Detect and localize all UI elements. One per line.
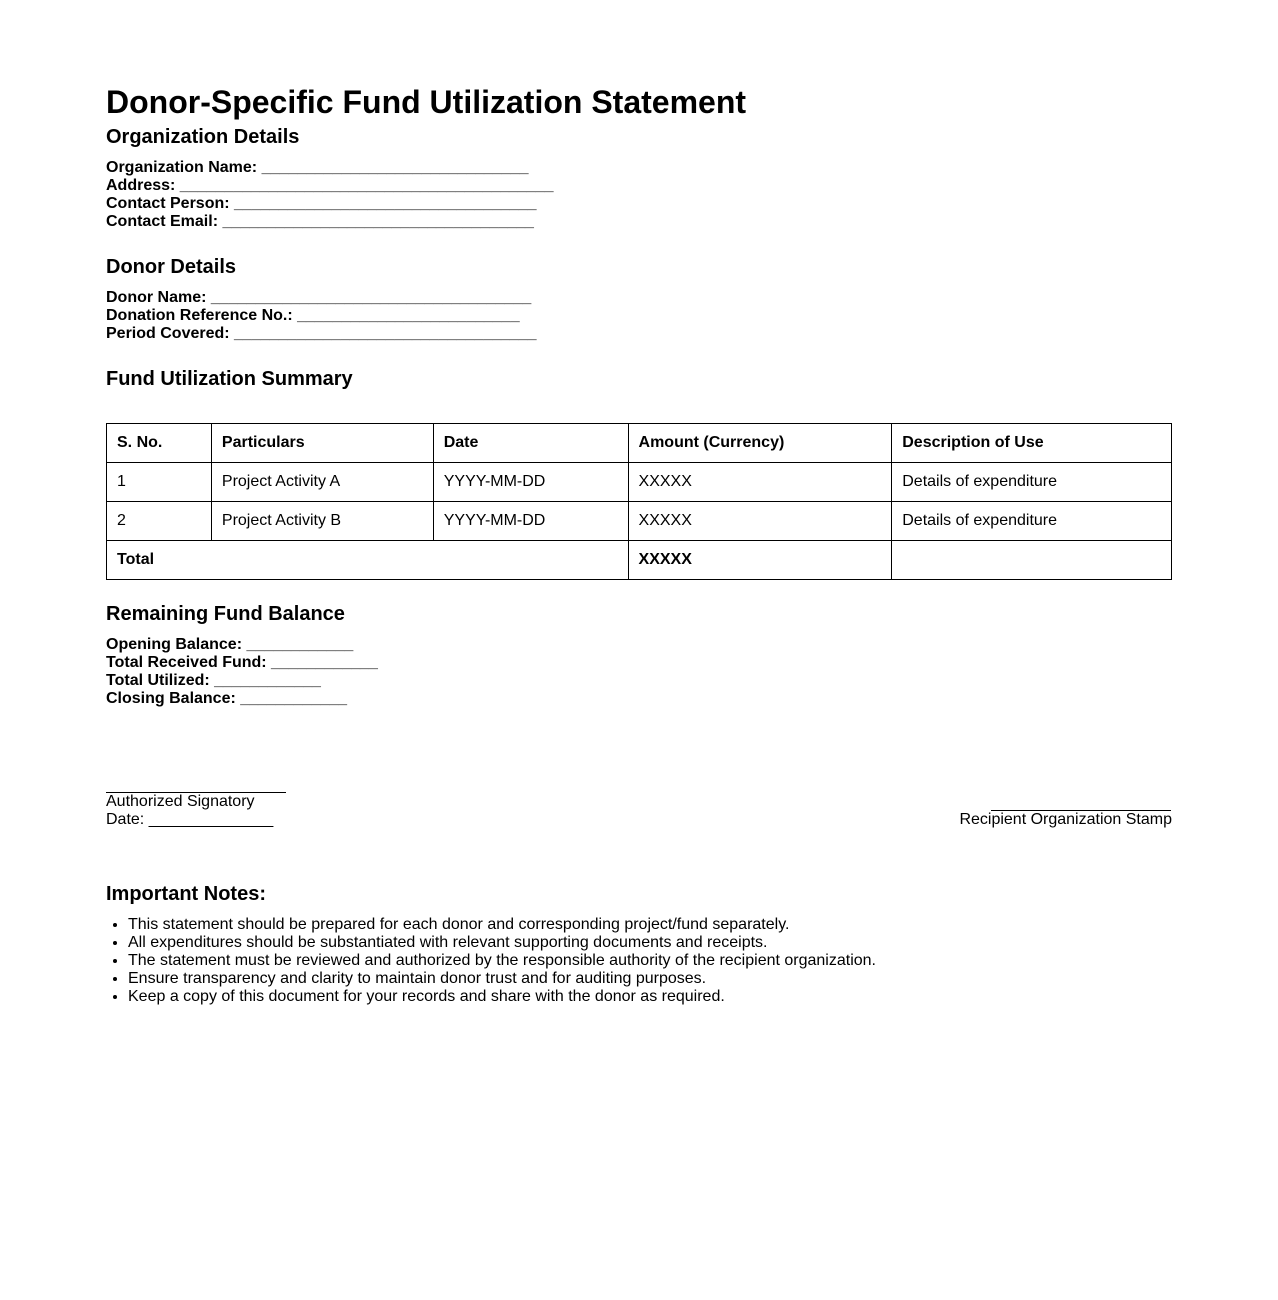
opening-balance-field: Opening Balance: ____________ — [106, 636, 354, 653]
table-cell-empty — [892, 541, 1172, 580]
list-item: • The statement must be reviewed and authorized by the responsible authority of the recipient organization. — [128, 952, 1172, 970]
important-notes-heading: Important Notes: — [106, 883, 266, 905]
stamp-block — [959, 810, 1172, 829]
column-header: Date — [433, 424, 628, 463]
recipient-stamp-label: Recipient Organization Stamp — [959, 811, 1172, 828]
closing-balance-field: Closing Balance: ____________ — [106, 690, 348, 707]
list-item: • Keep a copy of this document for your records and share with the donor as required. — [128, 988, 1172, 1006]
table-cell: Project Activity B — [211, 502, 433, 541]
table-cell: XXXXX — [628, 463, 892, 502]
total-utilized-field: Total Utilized: ____________ — [106, 672, 321, 689]
column-header: Description of Use — [892, 424, 1172, 463]
table-row — [107, 502, 1172, 541]
table-cell: YYYY-MM-DD — [433, 463, 628, 502]
contact-person-field: Contact Person: __________________________________ — [106, 195, 537, 212]
total-received-field: Total Received Fund: ____________ — [106, 654, 378, 671]
fund-utilization-table — [106, 423, 1172, 580]
table-cell: XXXXX — [628, 502, 892, 541]
table-cell: Project Activity A — [211, 463, 433, 502]
authorized-signatory-block — [106, 792, 286, 829]
contact-email-field: Contact Email: ___________________________________ — [106, 213, 534, 230]
authorized-signatory-label: Authorized Signatory — [106, 793, 255, 810]
remaining-balance-heading: Remaining Fund Balance — [106, 603, 345, 625]
column-header: Amount (Currency) — [628, 424, 892, 463]
table-row — [107, 463, 1172, 502]
table-cell: YYYY-MM-DD — [433, 502, 628, 541]
fund-utilization-section — [106, 367, 1172, 580]
list-item: • Ensure transparency and clarity to maintain donor trust and for auditing purposes. — [128, 970, 1172, 988]
table-total-row — [107, 541, 1172, 580]
column-header: S. No. — [107, 424, 212, 463]
important-notes-section — [106, 882, 1172, 1006]
total-label: Total — [107, 541, 629, 580]
total-amount: XXXXX — [628, 541, 892, 580]
organization-fields — [106, 159, 1172, 231]
table-cell: Details of expenditure — [892, 463, 1172, 502]
table-cell: Details of expenditure — [892, 502, 1172, 541]
table-cell: 1 — [107, 463, 212, 502]
list-item: • This statement should be prepared for each donor and corresponding project/fund separately. — [128, 916, 1172, 934]
list-item: • All expenditures should be substantiated with relevant supporting documents and receipts. — [128, 934, 1172, 952]
notes-list — [106, 916, 1172, 1006]
remaining-balance-section — [106, 602, 1172, 708]
donor-details-section — [106, 255, 1172, 343]
donor-fields — [106, 289, 1172, 343]
table-header-row — [107, 424, 1172, 463]
address-field: Address: __________________________________________ — [106, 177, 554, 194]
donation-reference-field: Donation Reference No.: _________________________ — [106, 307, 520, 324]
signatory-date-field: Date: ______________ — [106, 811, 274, 828]
organization-name-field: Organization Name: ______________________________ — [106, 159, 529, 176]
table-cell: 2 — [107, 502, 212, 541]
organization-details-heading: Organization Details — [106, 126, 300, 148]
donor-details-heading: Donor Details — [106, 256, 237, 278]
organization-details-section — [106, 125, 1172, 231]
period-covered-field: Period Covered: __________________________________ — [106, 325, 537, 342]
signatures-section — [106, 792, 1172, 852]
donor-name-field: Donor Name: ____________________________________ — [106, 289, 532, 306]
column-header: Particulars — [211, 424, 433, 463]
fund-utilization-heading: Fund Utilization Summary — [106, 368, 353, 390]
document-title: Donor-Specific Fund Utilization Statement — [106, 84, 747, 120]
balance-fields — [106, 636, 1172, 708]
